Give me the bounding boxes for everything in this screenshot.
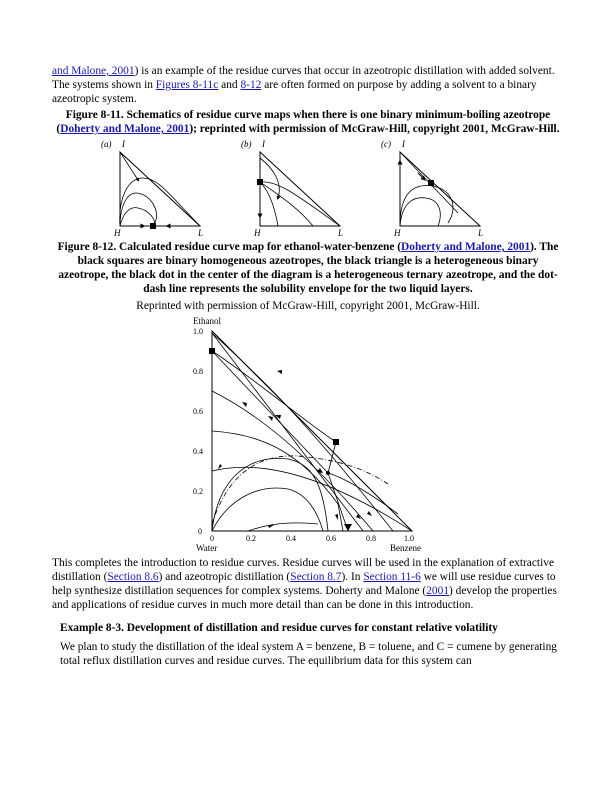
panel-c-top-label: I <box>402 139 405 149</box>
figure-8-12-citation-link[interactable]: Doherty and Malone, 2001 <box>401 241 531 253</box>
y-tick-0-8: 0.8 <box>193 367 203 376</box>
x-tick-0: 0 <box>210 534 214 543</box>
example-8-3-title: Example 8-3. Development of distillation and residue curves for constant relative volatility <box>60 622 498 634</box>
y-tick-0-6: 0.6 <box>193 407 203 416</box>
figure-8-12 <box>188 314 428 554</box>
figure-8-11-caption: Figure 8-11. Schematics of residue curve maps when there is one binary minimum-boiling azeotrope (Doherty and Malone, 2001); reprinted with permission of McGraw-Hill, copyright 2001, McGraw-Hill. <box>56 109 560 135</box>
residue-curves-conclusion-paragraph: This completes the introduction to residue curves. Residue curves will be used in the explanation of extractive distillation (Section 8.6) and azeotropic distillation (Section 8.7). In Section 11-6 we will use residue curves to help synthesize distillation sequences for complex systems. Doherty and Malone (2001) develop the properties and applications of residue curves in much more detail than can be done in this introduction. <box>52 557 557 611</box>
citation-link-doherty-malone[interactable]: and Malone, 2001 <box>52 65 135 77</box>
figure-8-12-caption: Figure 8-12. Calculated residue curve map for ethanol-water-benzene (Doherty and Malone, 2001). The black squares are binary homogeneous azeotropes, the black triangle is a heterogeneous binary azeotrope, the black dot in the center of the diagram is a heterogeneous ternary azeotrope, and the dot-dash line represents the solubility envelope for the two liquid layers. <box>57 241 559 295</box>
solubility-envelope-dot-dash <box>212 456 388 524</box>
benzene-axis-label: Benzene <box>390 543 421 553</box>
panel-c-right-label: L <box>478 228 484 238</box>
panel-c-tag: (c) <box>381 139 391 149</box>
panel-a-right-label: L <box>198 228 204 238</box>
figure-link-8-11c[interactable]: Figures 8-11c <box>155 79 219 91</box>
x-tick-1-0: 1.0 <box>404 534 414 543</box>
panel-a-top-label: I <box>122 139 125 149</box>
panel-a <box>101 139 203 238</box>
panel-b-top-label: I <box>262 139 265 149</box>
panel-b-tag: (b) <box>241 139 252 149</box>
page-content <box>52 64 564 668</box>
panel-b <box>241 139 343 238</box>
azeotrope-square-a <box>150 223 156 229</box>
panel-b-left-label: H <box>254 228 261 238</box>
section-8-7-link[interactable]: Section 8.7 <box>290 571 342 583</box>
x-tick-0-8: 0.8 <box>366 534 376 543</box>
y-tick-0: 0 <box>198 527 202 536</box>
y-tick-1-0: 1.0 <box>193 327 203 336</box>
y-tick-0-4: 0.4 <box>193 447 203 456</box>
citation-2001-link[interactable]: 2001 <box>426 585 450 597</box>
x-tick-0-6: 0.6 <box>326 534 336 543</box>
panel-c-left-label: H <box>394 228 401 238</box>
panel-a-left-label: H <box>114 228 121 238</box>
intro-paragraph: and Malone, 2001) is an example of the residue curves that occur in azeotropic distillation with added solvent. The systems shown in Figures 8-11c and 8-12 are often formed on purpose by adding a solvent to a binary azeotropic system. <box>52 65 555 105</box>
example-8-3-body: We plan to study the distillation of the ideal system A = benzene, B = toluene, and C = cumene by generating total reflux distillation curves and residue curves. The equilibrium data for this system can <box>60 641 557 667</box>
section-8-6-link[interactable]: Section 8.6 <box>107 571 159 583</box>
ethanol-axis-label: Ethanol <box>193 316 221 326</box>
panel-a-tag: (a) <box>101 139 112 149</box>
figure-8-11 <box>98 138 518 238</box>
figure-8-11-citation-link[interactable]: Doherty and Malone, 2001 <box>60 123 190 135</box>
panel-b-right-label: L <box>338 228 344 238</box>
panel-c <box>381 139 483 238</box>
x-tick-labels <box>210 534 414 543</box>
y-tick-labels <box>193 327 203 536</box>
x-tick-0-4: 0.4 <box>286 534 296 543</box>
water-axis-label: Water <box>196 543 218 553</box>
section-11-6-link[interactable]: Section 11-6 <box>363 571 421 583</box>
y-tick-0-2: 0.2 <box>193 487 203 496</box>
x-tick-0-2: 0.2 <box>246 534 256 543</box>
figure-link-8-12[interactable]: 8-12 <box>240 79 262 91</box>
figure-8-12-reprint-note: Reprinted with permission of McGraw-Hill, copyright 2001, McGraw-Hill. <box>136 300 480 312</box>
